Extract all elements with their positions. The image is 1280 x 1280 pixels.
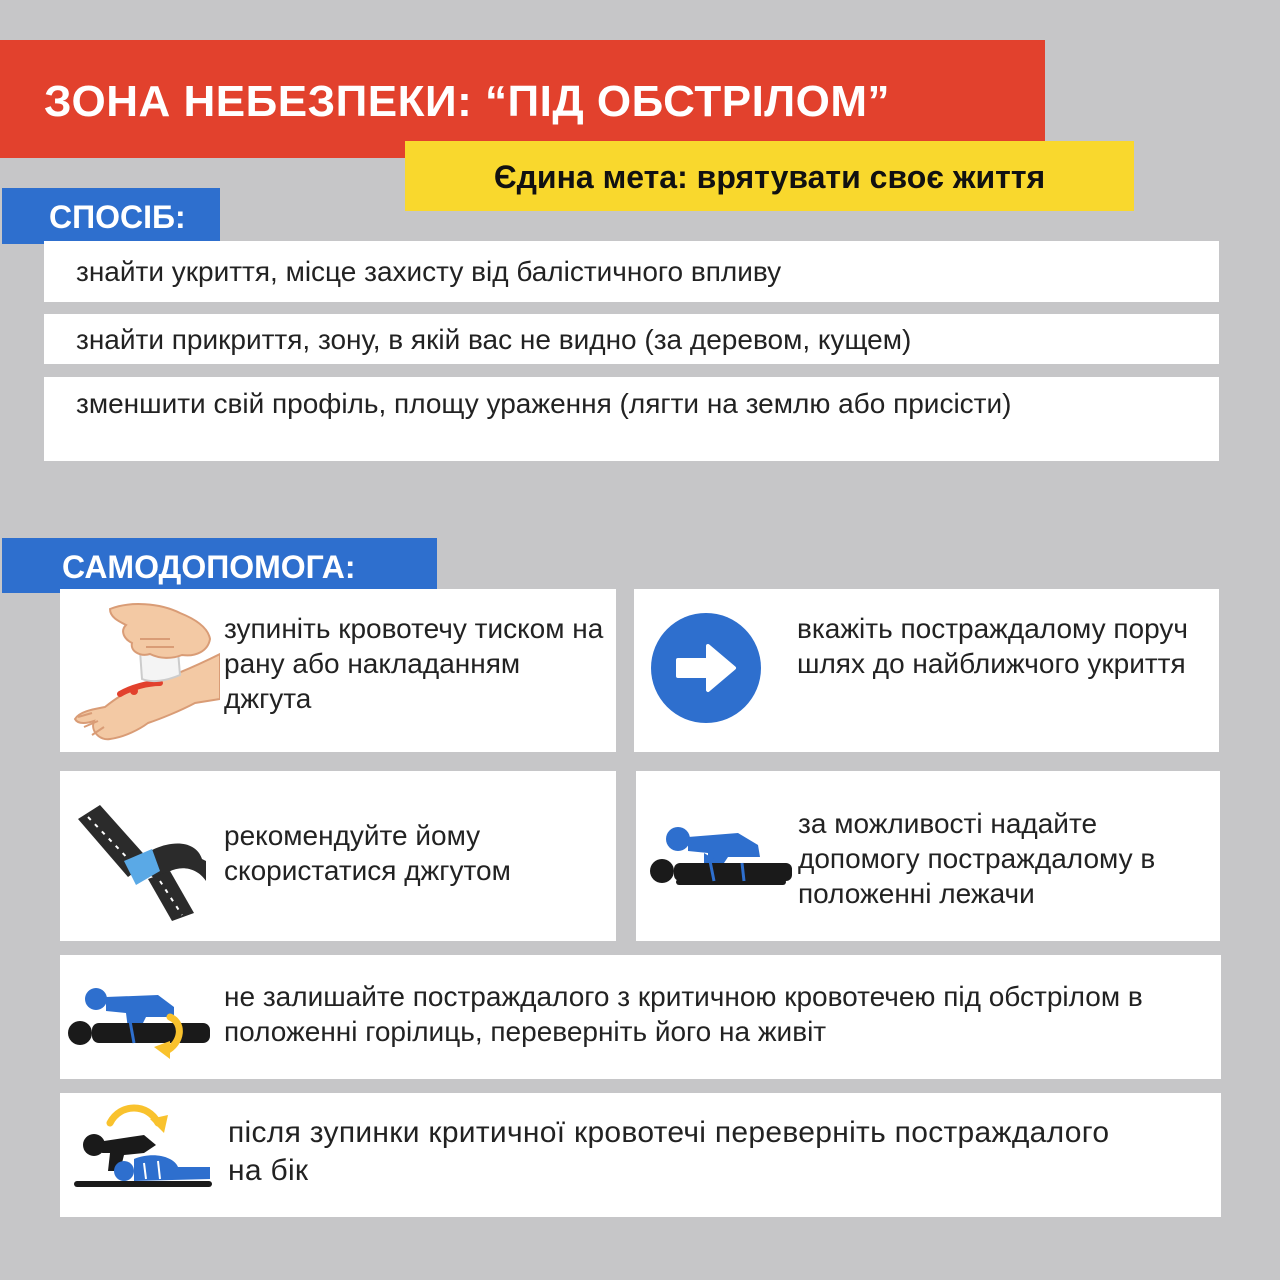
method-section-label: СПОСІБ:	[2, 188, 220, 244]
tip-card	[60, 1093, 1221, 1217]
method-item-text: знайти прикриття, зону, в якій вас не видно (за деревом, кущем)	[76, 323, 912, 355]
tip-text: за можливості надайте допомогу постраждалому в положенні лежачи	[798, 808, 1156, 909]
tip-text: не залишайте постраждалого з критичною кровотечею під обстрілом в положенні горілиць, переверніть його на живіт	[224, 981, 1143, 1047]
tip-text: після зупинки критичної кровотечі переверніть постраждалого на бік	[228, 1116, 1110, 1187]
lying-helper-icon	[648, 823, 793, 889]
bleeding-hand-icon	[70, 599, 220, 744]
method-item-text: зменшити свій профіль, площу ураження (лягти на землю або присісти)	[76, 388, 1012, 419]
method-item-text: знайти укриття, місце захисту від балістичного впливу	[76, 256, 782, 287]
selfhelp-section-label: САМОДОПОМОГА:	[2, 538, 437, 593]
tip-card	[60, 589, 616, 752]
tip-text: вкажіть постраждалому поруч шлях до найближчого укриття	[797, 613, 1188, 679]
method-item	[44, 377, 1219, 461]
tip-card	[634, 589, 1219, 752]
method-item	[44, 241, 1219, 302]
tip-card	[60, 771, 616, 941]
page-title: ЗОНА НЕБЕЗПЕКИ: “ПІД ОБСТРІЛОМ”	[44, 77, 891, 126]
subtitle-banner	[405, 141, 1134, 211]
roll-to-side-icon	[74, 1101, 212, 1191]
tip-text: рекомендуйте йому скористатися джгутом	[224, 820, 511, 886]
tip-text: зупиніть кровотечу тиском на рану або накладанням джгута	[224, 613, 604, 714]
tip-card	[60, 955, 1221, 1079]
tourniquet-icon	[74, 801, 206, 921]
tip-card	[636, 771, 1220, 941]
arrow-right-icon	[650, 612, 762, 724]
method-item	[44, 314, 1219, 364]
roll-to-stomach-icon	[66, 987, 214, 1067]
page-subtitle: Єдина мета: врятувати своє життя	[493, 159, 1046, 195]
